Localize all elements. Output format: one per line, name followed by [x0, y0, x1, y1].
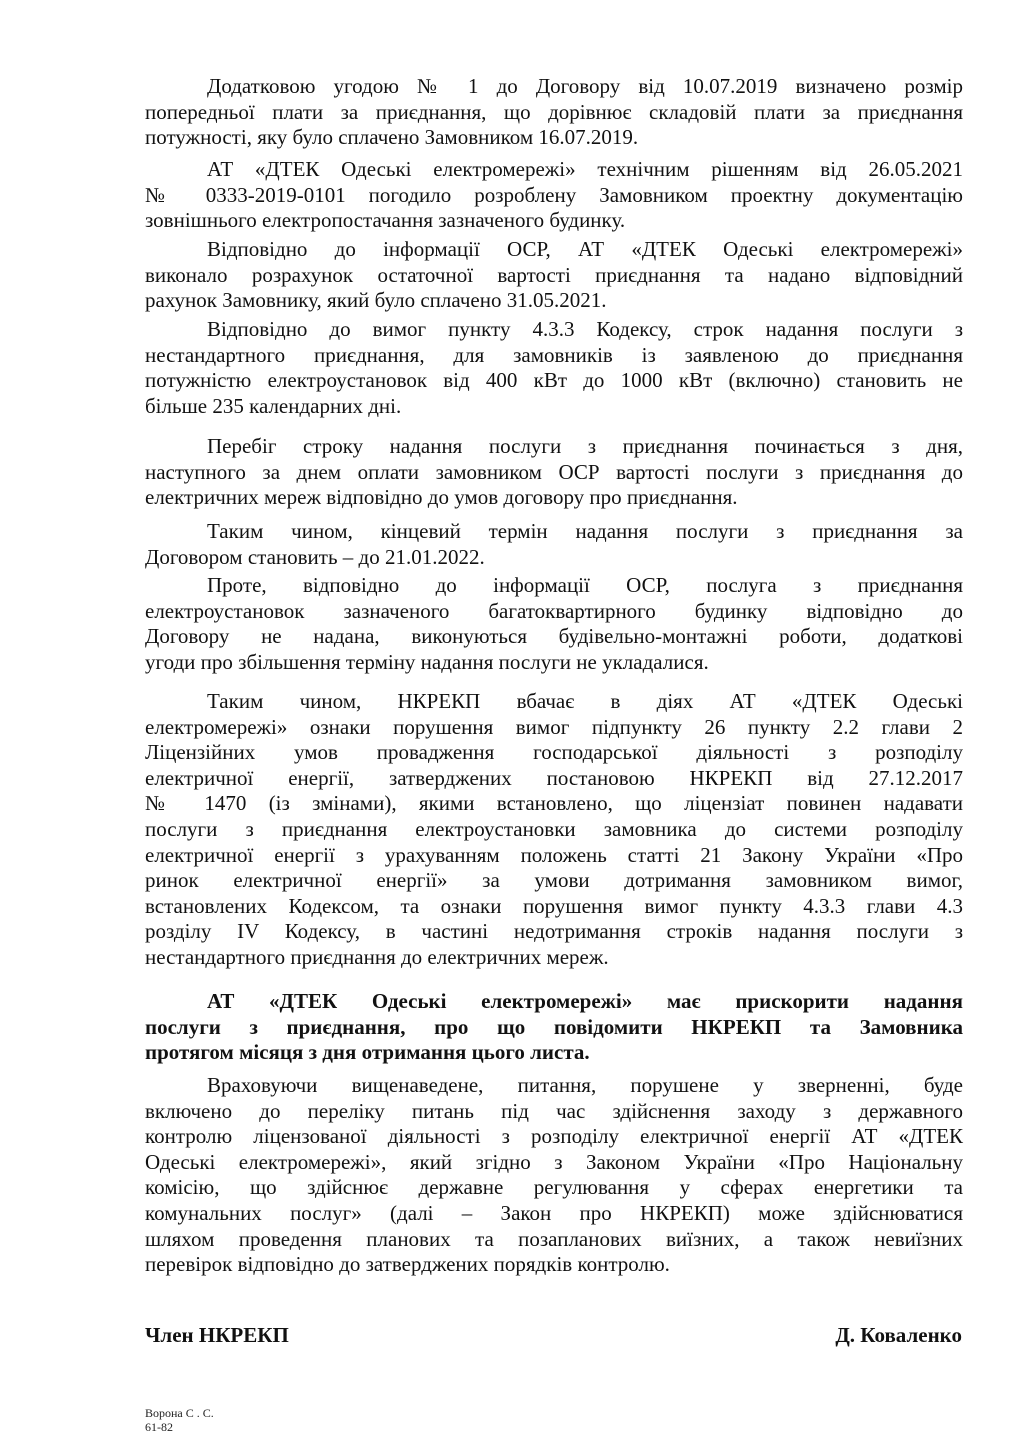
text-line: Відповідно до інформації ОСР, АТ «ДТЕК Одеські електромережі» — [207, 237, 963, 261]
paragraph-term-start — [145, 434, 963, 511]
executor-name: Ворона С . С. — [145, 1406, 214, 1420]
text-line: Перебіг строку надання послуги з приєднання починається з дня, — [207, 434, 963, 458]
text-line: ринок електричної енергії» за умови дотримання замовником вимог, — [145, 868, 963, 893]
text-line: нестандартного приєднання до електричних мереж. — [145, 944, 609, 969]
text-line: розділу IV Кодексу, в частині недотримання строків надання послуги з — [145, 919, 963, 944]
paragraph-violation-signs — [145, 689, 963, 971]
text-line: попередньої плати за приєднання, що дорівнює складовій плати за приєднання — [145, 99, 963, 124]
text-line: більше 235 календарних дні. — [145, 393, 402, 418]
paragraph-service-not-provided — [145, 573, 963, 675]
paragraph-state-control — [145, 1073, 963, 1278]
paragraph-bold-demand — [145, 989, 963, 1066]
text-line: виконало розрахунок остаточної вартості приєднання та надано відповідний — [145, 262, 963, 287]
text-line: електромережі» ознаки порушення вимог підпункту 26 пункту 2.2 глави 2 — [145, 714, 963, 739]
executor-block — [145, 1406, 214, 1434]
text-line: комунальних послуг» (далі – Закон про НКРЕКП) може здійснюватися — [145, 1200, 963, 1225]
paragraph-supplementary-agreement — [145, 74, 963, 151]
text-line: наступного за днем оплати замовником ОСР вартості послуги з приєднання до — [145, 459, 963, 484]
text-line: Відповідно до вимог пункту 4.3.3 Кодексу, строк надання послуги з — [207, 317, 963, 341]
text-line: Враховуючи вищенаведене, питання, порушене у зверненні, буде — [207, 1073, 963, 1097]
text-line: електроустановок зазначеного багатоквартирного будинку відповідно до — [145, 598, 963, 623]
text-line: протягом місяця з дня отримання цього листа. — [145, 1040, 590, 1065]
text-line: послуги з приєднання, про що повідомити НКРЕКП та Замовника — [145, 1014, 963, 1039]
text-line: Договором становить – до 21.01.2022. — [145, 544, 485, 569]
text-line: комісію, що здійснює державне регулювання у сферах енергетики та — [145, 1175, 963, 1200]
text-line: зовнішнього електропостачання зазначеного будинку. — [145, 208, 626, 233]
text-line: № 0333-2019-0101 погодило розроблену Замовником проектну документацію — [145, 182, 963, 207]
text-line: потужністю електроустановок від 400 кВт до 1000 кВт (включно) становить не — [145, 368, 963, 393]
text-line: Таким чином, кінцевий термін надання послуги з приєднання за — [207, 519, 963, 543]
text-line: електричної енергії з урахуванням положень статті 21 Закону України «Про — [145, 842, 963, 867]
executor-phone: 61-82 — [145, 1420, 173, 1434]
text-line: АТ «ДТЕК Одеські електромережі» технічним рішенням від 26.05.2021 — [207, 157, 963, 181]
text-line: Ліцензійних умов провадження господарської діяльності з розподілу — [145, 740, 963, 765]
text-line: Проте, відповідно до інформації ОСР, послуга з приєднання — [207, 573, 963, 597]
text-line: Договору не надана, виконуються будівельно-монтажні роботи, додаткові — [145, 624, 963, 649]
text-line: Додатковою угодою № 1 до Договору від 10.07.2019 визначено розмір — [207, 74, 963, 98]
paragraph-final-term — [145, 519, 963, 570]
paragraph-technical-decision — [145, 157, 963, 234]
text-line: шляхом проведення планових та позапланових виїзних, а також невиїзних — [145, 1226, 963, 1251]
text-line: рахунок Замовнику, який було сплачено 31.05.2021. — [145, 288, 607, 313]
text-line: послуги з приєднання електроустановки замовника до системи розподілу — [145, 816, 963, 841]
text-line: електричної енергії, затверджених постановою НКРЕКП від 27.12.2017 — [145, 765, 963, 790]
text-line: № 1470 (із змінами), якими встановлено, що ліцензіат повинен надавати — [145, 791, 963, 816]
text-line: АТ «ДТЕК Одеські електромережі» має прискорити надання — [207, 989, 963, 1013]
text-line: Одеські електромережі», який згідно з Законом України «Про Національну — [145, 1149, 963, 1174]
paragraph-osr-payment — [145, 237, 963, 314]
paragraph-code-requirements — [145, 317, 963, 419]
text-line: контролю ліцензованої діяльності з розподілу електричної енергії АТ «ДТЕК — [145, 1124, 963, 1149]
text-line: включено до переліку питань під час здійснення заходу з державного — [145, 1098, 963, 1123]
text-line: перевірок відповідно до затверджених порядків контролю. — [145, 1252, 670, 1277]
text-line: угоди про збільшення терміну надання послуги не укладалися. — [145, 649, 709, 674]
text-line: нестандартного приєднання, для замовників із заявленою до приєднання — [145, 342, 963, 367]
text-line: потужності, яку було сплачено Замовником 16.07.2019. — [145, 125, 639, 150]
signature-name: Д. Коваленко — [835, 1323, 962, 1347]
text-line: Таким чином, НКРЕКП вбачає в діях АТ «ДТЕК Одеські — [207, 689, 963, 713]
text-line: електричних мереж відповідно до умов договору про приєднання. — [145, 485, 738, 510]
text-line: встановлених Кодексом, та ознаки порушення вимог пункту 4.3.3 глави 4.3 — [145, 893, 963, 918]
signature-position: Член НКРЕКП — [145, 1323, 289, 1347]
